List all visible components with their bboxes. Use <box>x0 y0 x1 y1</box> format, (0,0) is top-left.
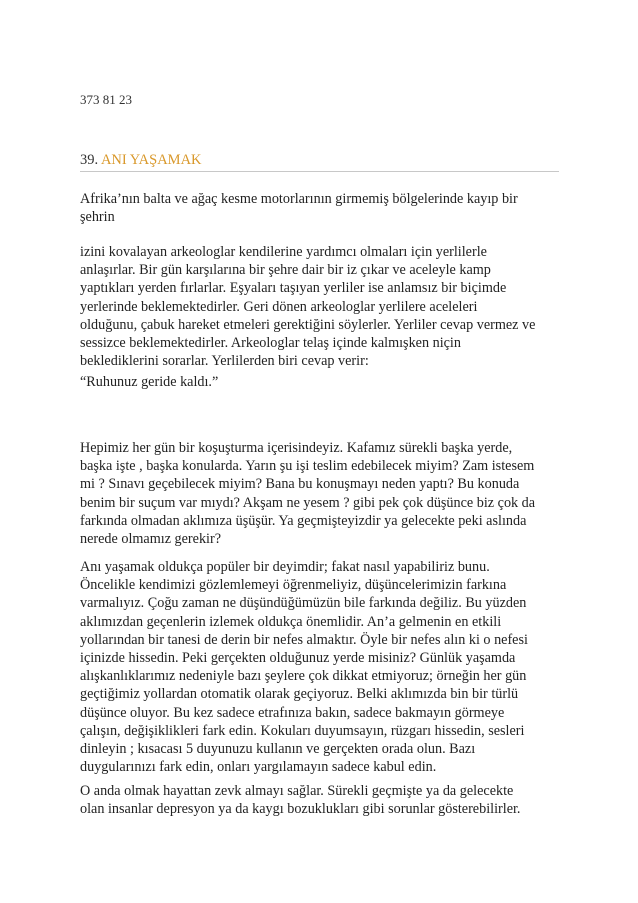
text-line: olduğunu, çabuk hareket etmeleri gerektiğini söylerler. Yerliler cevap vermez ve <box>80 316 536 333</box>
text-line: Öncelikle kendimizi gözlemlemeyi öğrenmeliyiz, düşüncelerimizin farkına <box>80 577 507 594</box>
text-line: aklımızdan geçenlerin izlemek oldukça önemlidir. An’a gelmenin en etkili <box>80 613 502 630</box>
text-line: varmalıyız. Çoğu zaman ne düşündüğümüzün bile farkında değiliz. Bu yüzden <box>80 595 527 612</box>
text-line: yollarından bir tanesi de derin bir nefes almaktır. Öyle bir nefes alın ki o nefesi <box>80 631 528 648</box>
text-line: düşünce oluyor. Bu kez sadece etrafınıza bakın, sadece bakmayın görmeye <box>80 704 505 721</box>
text-line: yaptıkları yerden fırlarlar. Eşyaları taşıyan yerliler ise anlamsız bir biçimde <box>80 280 507 297</box>
text-line: izini kovalayan arkeologlar kendilerine yardımcı olmaları için yerlilerle <box>80 244 487 260</box>
text-line: Hepimiz her gün bir koşuşturma içerisindeyiz. Kafamız sürekli başka yerde, <box>80 440 513 456</box>
paragraph-story <box>80 243 535 370</box>
paragraph-intro <box>80 190 518 226</box>
text-line: başka işte , başka konularda. Yarın şu işi teslim edebilecek miyim? Zam istesem <box>80 458 535 475</box>
text-line: olan insanlar depresyon ya da kaygı bozuklukları gibi sorunlar gösterebilirler. <box>80 801 521 818</box>
paragraph-conclusion <box>80 782 520 818</box>
text-line: alışkanlıklarımız nedeniyle bazı şeylere çok dikkat etmiyoruz; örneğin her gün <box>80 668 527 685</box>
paragraph-living-moment <box>80 558 528 776</box>
text-line: yerlerinde beklemektedirler. Geri dönen arkeologlar yerlilere aceleleri <box>80 298 478 315</box>
text-line: içinizde hissedin. Peki gerçekten olduğunuz yerde misiniz? Günlük yaşamda <box>80 650 516 667</box>
text-line: dinleyin ; kısacası 5 duyunuzu kullanın ve gerçekten orada olun. Bazı <box>80 741 476 758</box>
text-line: Anı yaşamak oldukça popüler bir deyimdir; fakat nasıl yapabiliriz bunu. <box>80 559 490 575</box>
phone-number: 373 81 23 <box>80 92 132 107</box>
text-line: mi ? Sınavı geçebilecek miyim? Bana bu konuşmayı neden yaptı? Bu konuda <box>80 476 520 493</box>
paragraph-quote <box>80 373 218 391</box>
section-heading <box>80 151 559 169</box>
paragraph-busy-life <box>80 439 535 548</box>
section-heading-underline <box>80 151 559 172</box>
text-line: çalışın, değişiklikleri fark edin. Kokuları duyumsayın, rüzgarı hissedin, sesleri <box>80 722 525 739</box>
text-line: “Ruhunuz geride kaldı.” <box>80 374 219 390</box>
text-line: beklediklerini sorarlar. Yerlilerden biri cevap verir: <box>80 353 369 370</box>
text-line: O anda olmak hayattan zevk almayı sağlar. Sürekli geçmişte ya da gelecekte <box>80 783 514 799</box>
text-line: benim bir suçum var mıydı? Akşam ne yesem ? gibi pek çok düşünce biz çok da <box>80 494 536 511</box>
text-line: Afrika’nın balta ve ağaç kesme motorlarının girmemiş bölgelerinde kayıp bir <box>80 191 518 207</box>
text-line: sessizce beklemektedirler. Arkeologlar telaş içinde kalmışken niçin <box>80 335 461 352</box>
text-line: farkında olmadan aklımıza üşüşür. Ya geçmişteyizdir ya gelecekte peki aslında <box>80 512 527 529</box>
text-line: şehrin <box>80 209 115 226</box>
section-number: 39. <box>80 152 99 168</box>
text-line: anlaşırlar. Bir gün karşılarına bir şehre dair bir iz çıkar ve aceleyle kamp <box>80 262 491 279</box>
text-line: nerede olmamız gerekir? <box>80 531 222 548</box>
text-line: geçtiğimiz yollardan otomatik olarak geçiyoruz. Belki aklımızda bin bir türlü <box>80 686 519 703</box>
text-line: duygularınızı fark edin, onları yargılamayın sadece kabul edin. <box>80 759 437 776</box>
section-title: ANI YAŞAMAK <box>100 152 202 168</box>
